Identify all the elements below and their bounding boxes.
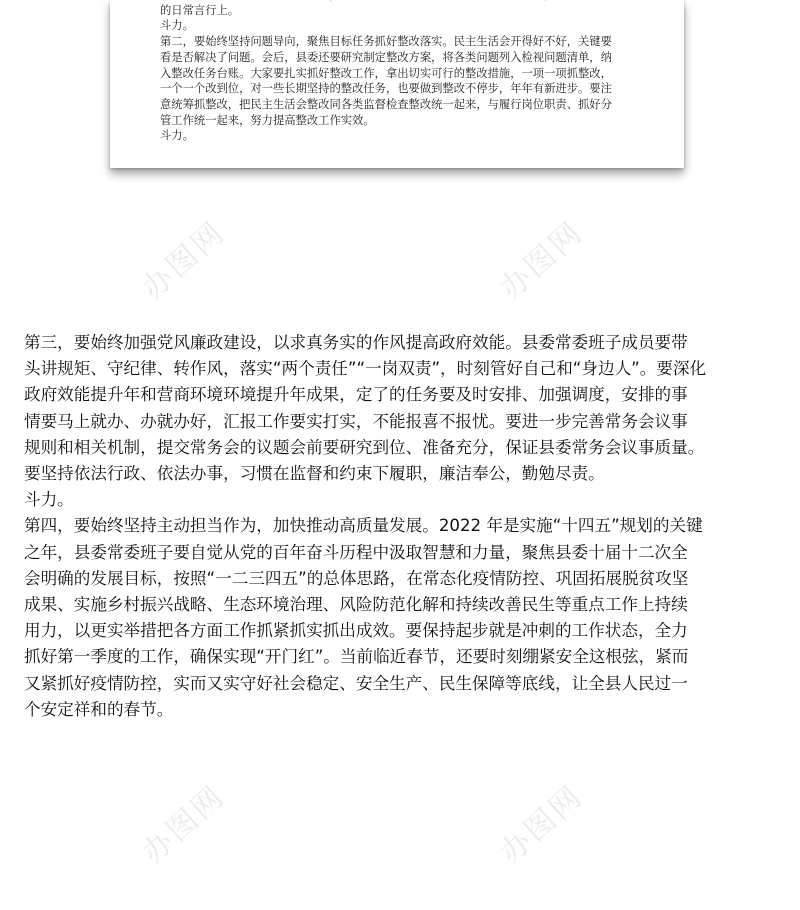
body-line: 成果、实施乡村振兴战略、生态环境治理、风险防范化解和持续改善民生等重点工作上持续 bbox=[24, 595, 688, 615]
card-line: 一个一个改到位，对一些长期坚持的整改任务，也要做到整改不停步，年年有新进步。要注 bbox=[160, 82, 612, 96]
watermark: 办图网 bbox=[135, 778, 233, 871]
card-line: 斗力。 bbox=[160, 129, 194, 143]
body-line: 头讲规矩、守纪律、转作风，落实“两个责任”“一岗双责”，时刻管好自己和“身边人”。要深化 bbox=[24, 359, 707, 379]
body-line: 会明确的发展目标，按照“一二三四五”的总体思路，在常态化疫情防控、巩固拓展脱贫攻坚 bbox=[24, 568, 689, 588]
watermark: 办图网 bbox=[493, 778, 591, 871]
document-page-text bbox=[160, 0, 660, 144]
body-line: 斗力。 bbox=[24, 490, 74, 510]
body-line: 情要马上就办、办就办好，汇报工作要实打实，不能报喜不报忧。要进一步完善常务会议事 bbox=[24, 411, 688, 431]
watermark: 办图网 bbox=[135, 214, 233, 307]
card-line: 的日常言行上。 bbox=[160, 3, 240, 17]
card-line: 管工作统一起来，努力提高整改工作实效。 bbox=[160, 113, 375, 127]
document-page-preview bbox=[110, 0, 684, 168]
body-line: 之年，县委常委班子要自觉从党的百年奋斗历程中汲取智慧和力量，聚焦县委十届十二次全 bbox=[24, 542, 688, 562]
body-line: 要坚持依法行政、依法办事，习惯在监督和约束下履职，廉洁奉公，勤勉尽责。 bbox=[24, 464, 605, 484]
card-line: 看是否解决了问题。会后，县委还要研究制定整改方案，将各类问题列入检视问题清单，纳 bbox=[160, 50, 612, 64]
card-line: 意统筹抓整改，把民主生活会整改同各类监督检查整改统一起来，与履行岗位职责、抓好分 bbox=[160, 97, 612, 111]
body-line: 抓好第一季度的工作，确保实现“开门红”。当前临近春节，还要时刻绷紧安全这根弦，紧而 bbox=[24, 647, 689, 667]
body-text bbox=[24, 330, 784, 723]
card-line: 斗力。 bbox=[160, 19, 194, 33]
body-line: 第四，要始终坚持主动担当作为，加快推动高质量发展。2022 年是实施“十四五”规划的关键 bbox=[24, 516, 703, 536]
card-line: 第二，要始终坚持问题导向，聚焦目标任务抓好整改落实。民主生活会开得好不好，关键要 bbox=[160, 35, 612, 49]
body-line: 第三，要始终加强党风廉政建设，以求真务实的作风提高政府效能。县委常委班子成员要带 bbox=[24, 333, 688, 352]
watermark: 办图网 bbox=[493, 214, 591, 307]
body-line: 政府效能提升年和营商环境环境提升年成果，定了的任务要及时安排、加强调度，安排的事 bbox=[24, 385, 688, 405]
body-line: 规则和相关机制，提交常务会的议题会前要研究到位、准备充分，保证县委常务会议事质量。 bbox=[24, 437, 705, 457]
card-line: 入整改任务台账。大家要扎实抓好整改工作，拿出切实可行的整改措施，一项一项抓整改， bbox=[160, 66, 612, 80]
body-line: 又紧抓好疫情防控，实而又实守好社会稳定、安全生产、民生保障等底线，让全县人民过一 bbox=[24, 673, 688, 693]
body-line: 用力，以更实举措把各方面工作抓紧抓实抓出成效。要保持起步就是冲刺的工作状态，全力 bbox=[24, 621, 688, 641]
body-line: 个安定祥和的春节。 bbox=[24, 699, 174, 719]
